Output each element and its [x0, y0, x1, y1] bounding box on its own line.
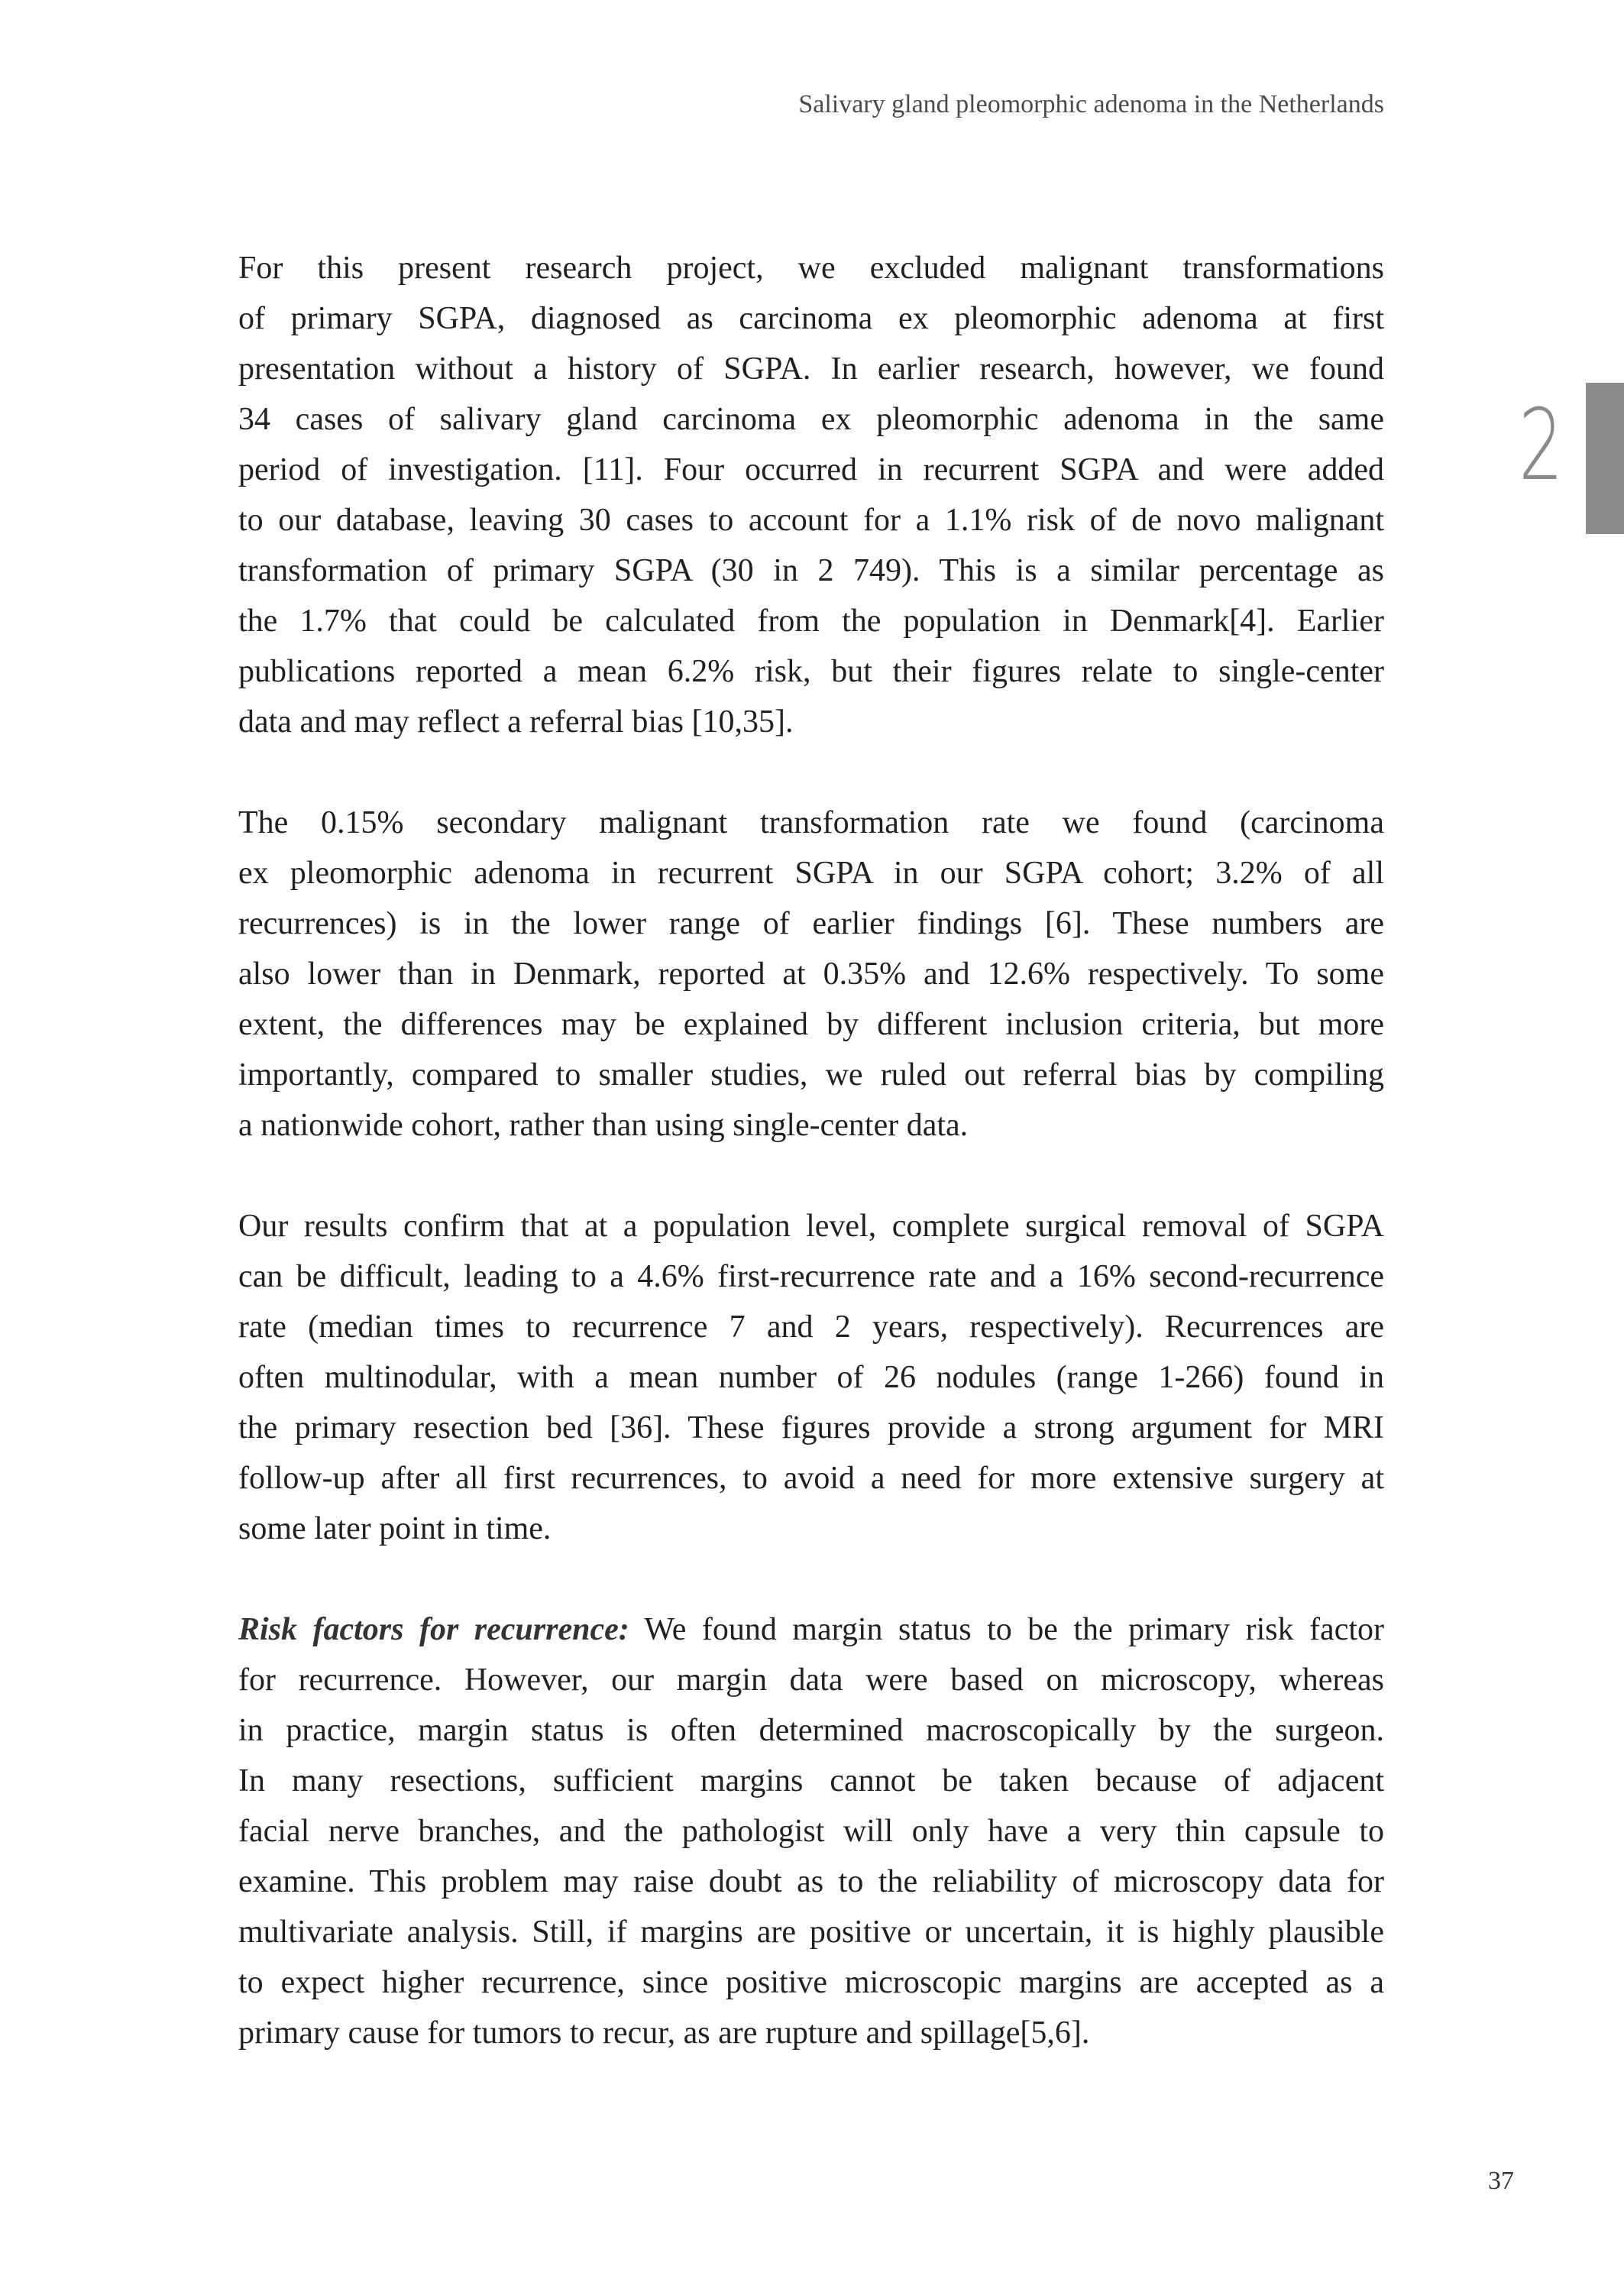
text-line: ex pleomorphic adenoma in recurrent SGPA in our SGPA cohort; 3.2% of all: [238, 856, 1384, 891]
text-line: also lower than in Denmark, reported at 0.35% and 12.6% respectively. To some: [238, 957, 1384, 992]
text-line: rate (median times to recurrence 7 and 2 years, respectively). Recurrences are: [238, 1309, 1384, 1345]
text-line: data and may reflect a referral bias [10,35].: [238, 704, 794, 740]
text-line: examine. This problem may raise doubt as to the reliability of microscopy data for: [238, 1864, 1384, 1899]
line-text: We found margin status to be the primary risk factor: [629, 1612, 1384, 1647]
text-line: facial nerve branches, and the pathologist will only have a very thin capsule to: [238, 1814, 1384, 1849]
body-text: [238, 243, 1384, 2109]
page-number: 37: [1488, 2167, 1514, 2195]
text-line: 34 cases of salivary gland carcinoma ex pleomorphic adenoma in the same: [238, 402, 1384, 437]
text-line: multivariate analysis. Still, if margins are positive or uncertain, it is highly plausible: [238, 1915, 1384, 1950]
chapter-tab: [1586, 383, 1624, 534]
text-line: a nationwide cohort, rather than using single-center data.: [238, 1108, 969, 1143]
text-line: extent, the differences may be explained by different inclusion criteria, but more: [238, 1007, 1384, 1042]
text-line: period of investigation. [11]. Four occurred in recurrent SGPA and were added: [238, 452, 1384, 487]
text-line: presentation without a history of SGPA. In earlier research, however, we found: [238, 351, 1384, 387]
text-line: some later point in time.: [238, 1511, 552, 1546]
text-line: of primary SGPA, diagnosed as carcinoma ex pleomorphic adenoma at first: [238, 301, 1384, 336]
text-line: in practice, margin status is often determined macroscopically by the surgeon.: [238, 1713, 1384, 1748]
text-line: primary cause for tumors to recur, as are rupture and spillage[5,6].: [238, 2015, 1090, 2051]
text-line: The 0.15% secondary malignant transformation rate we found (carcinoma: [238, 805, 1384, 840]
text-line: importantly, compared to smaller studies, we ruled out referral bias by compiling: [238, 1057, 1384, 1093]
text-line: to our database, leaving 30 cases to account for a 1.1% risk of de novo malignant: [238, 503, 1384, 538]
paragraph: [238, 798, 1384, 1151]
text-line: recurrences) is in the lower range of earlier findings [6]. These numbers are: [238, 906, 1384, 941]
text-line: follow-up after all first recurrences, to avoid a need for more extensive surgery at: [238, 1461, 1384, 1496]
text-line: publications reported a mean 6.2% risk, but their figures relate to single-center: [238, 654, 1384, 689]
subheading-lead: Risk factors for recurrence:: [238, 1612, 629, 1647]
running-title: Salivary gland pleomorphic adenoma in the Netherlands: [798, 90, 1384, 118]
text-line: For this present research project, we excluded malignant transformations: [238, 251, 1384, 286]
paragraph: [238, 243, 1384, 747]
text-line: for recurrence. However, our margin data were based on microscopy, whereas: [238, 1662, 1384, 1698]
text-line: transformation of primary SGPA (30 in 2 749). This is a similar percentage as: [238, 553, 1384, 588]
chapter-number: 2: [1519, 389, 1564, 503]
paragraph: [238, 1201, 1384, 1554]
text-line: [238, 1604, 1384, 1655]
text-line: In many resections, sufficient margins cannot be taken because of adjacent: [238, 1763, 1384, 1798]
text-line: Our results confirm that at a population level, complete surgical removal of SGPA: [238, 1209, 1384, 1244]
text-line: to expect higher recurrence, since positive microscopic margins are accepted as a: [238, 1965, 1384, 2000]
text-line: often multinodular, with a mean number of 26 nodules (range 1-266) found in: [238, 1360, 1384, 1395]
text-line: the 1.7% that could be calculated from the population in Denmark[4]. Earlier: [238, 604, 1384, 639]
paragraph: [238, 1604, 1384, 2058]
text-line: the primary resection bed [36]. These figures provide a strong argument for MRI: [238, 1410, 1384, 1445]
text-line: can be difficult, leading to a 4.6% first-recurrence rate and a 16% second-recurrence: [238, 1259, 1384, 1294]
